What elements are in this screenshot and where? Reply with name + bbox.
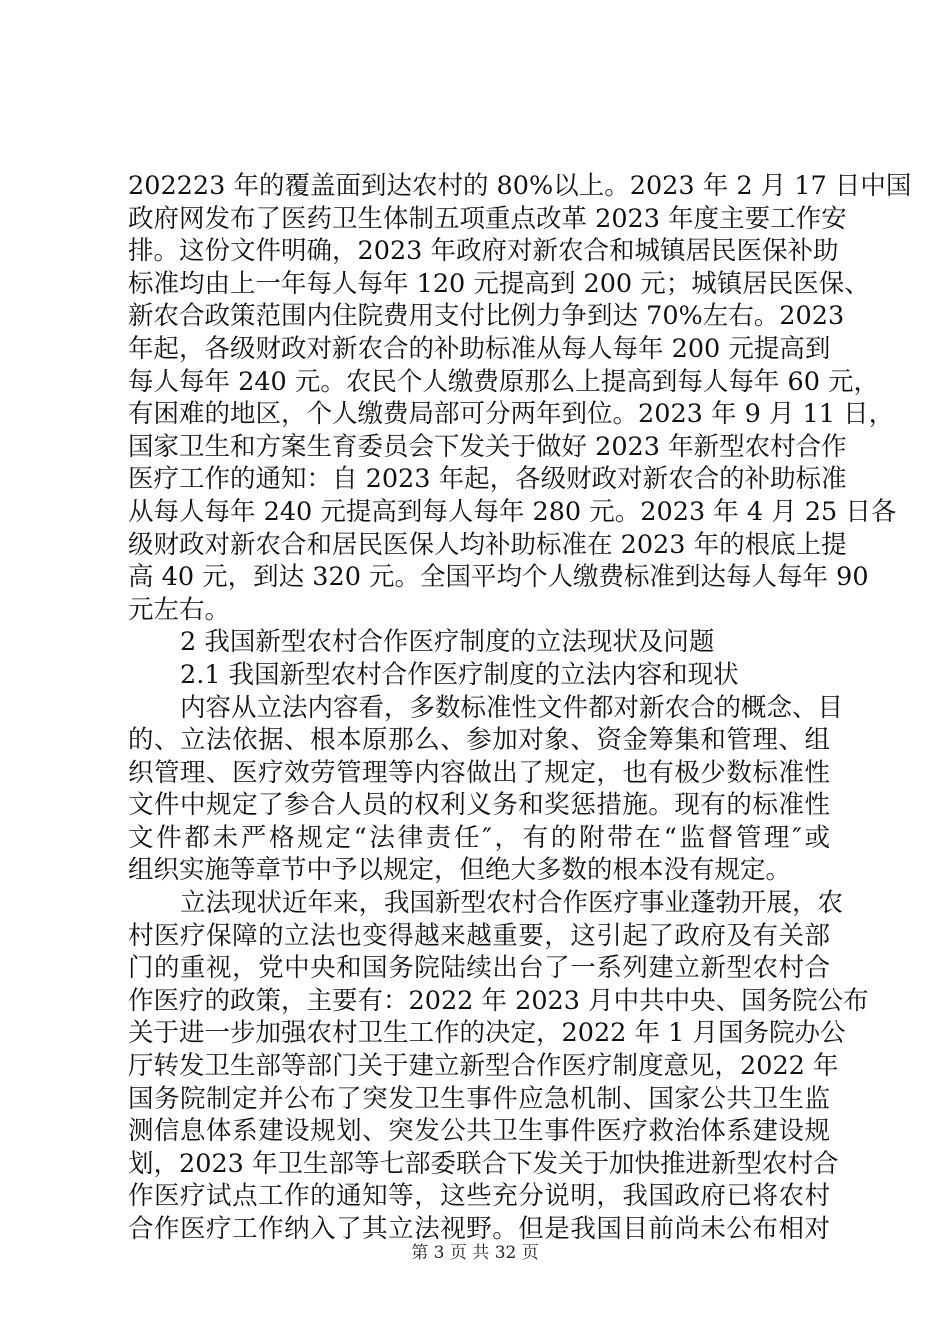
text-line: 高 40 元，到达 320 元。全国平均个人缴费标准到达每人每年 90 [128,562,869,593]
document-body [128,170,912,1246]
text-line: 医疗工作的通知：自 2023 年起，各级财政对新农合的补助标准 [128,464,847,495]
text-line: 标准均由上一年每人每年 120 元提高到 200 元；城镇居民医保、 [128,268,870,299]
text-line: 关于进一步加强农村卫生工作的决定，2022 年 1 月国务院办公 [128,1018,846,1049]
text-line: 年起，各级财政对新农合的补助标准从每人每年 200 元提高到 [128,333,831,364]
text-line: 作医疗试点工作的通知等，这些充分说明，我国政府已将农村 [128,1181,830,1212]
text-line: 划，2023 年卫生部等七部委联合下发关于加快推进新型农村合 [128,1148,839,1179]
text-line: 有困难的地区，个人缴费局部可分两年到位。2023 年 9 月 11 日， [128,399,895,430]
section-heading-line: 2 我国新型农村合作医疗制度的立法现状及问题 [180,627,715,658]
text-line: 合作医疗工作纳入了其立法视野。但是我国目前尚未公布相对 [128,1214,830,1244]
text-line: 组织实施等章节中予以规定，但绝大多数的根本没有规定。 [128,855,792,886]
text-line: 202223 年的覆盖面到达农村的 80%以上。2023 年 2 月 17 日中国 [128,171,912,201]
text-line: 新农合政策范围内住院费用支付比例力争到达 70%左右。2023 [128,301,845,332]
text-line: 门的重视，党中央和国务院陆续出台了一系列建立新型农村合 [128,953,830,984]
text-line: 测信息体系建设规划、突发公共卫生事件医疗救治体系建设规 [128,1116,830,1147]
text-line: 文件中规定了参合人员的权利义务和奖惩措施。现有的标准性 [128,790,830,821]
text-line: 排。这份文件明确，2023 年政府对新农合和城镇居民医保补助 [128,236,839,267]
text-line: 国务院制定并公布了突发卫生事件应急机制、国家公共卫生监 [128,1083,830,1114]
text-line: 每人每年 240 元。农民个人缴费原那么上提高到每人每年 60 元， [128,366,880,397]
text-line: 内容从立法内容看，多数标准性文件都对新农合的概念、目 [180,692,844,723]
text-line: 元左右。 [128,594,231,625]
text-line: 作医疗的政策，主要有：2022 年 2023 月中共中央、国务院公布 [128,985,869,1016]
text-line: 厅转发卫生部等部门关于建立新型合作医疗制度意见，2022 年 [128,1051,839,1082]
page-footer: 第 3 页 共 32 页 [411,1243,539,1263]
text-line: 文件都未严格规定“法律责任″，有的附带在“监督管理″或 [128,822,830,853]
section-heading-line: 2.1 我国新型农村合作医疗制度的立法内容和现状 [180,659,739,690]
text-line: 级财政对新农合和居民医保人均补助标准在 2023 年的根底上提 [128,529,847,560]
text-line: 织管理、医疗效劳管理等内容做出了规定，也有极少数标准性 [128,757,830,788]
text-line: 国家卫生和方案生育委员会下发关于做好 2023 年新型农村合作 [128,431,847,462]
text-line: 政府网发布了医药卫生体制五项重点改革 2023 年度主要工作安 [128,203,847,234]
text-line: 立法现状近年来，我国新型农村合作医疗事业蓬勃开展，农 [180,888,844,919]
text-line: 村医疗保障的立法也变得越来越重要，这引起了政府及有关部 [128,920,830,951]
text-line: 从每人每年 240 元提高到每人每年 280 元。2023 年 4 月 25 日各 [128,496,897,527]
text-line: 的、立法依据、根本原那么、参加对象、资金筹集和管理、组 [128,725,830,756]
